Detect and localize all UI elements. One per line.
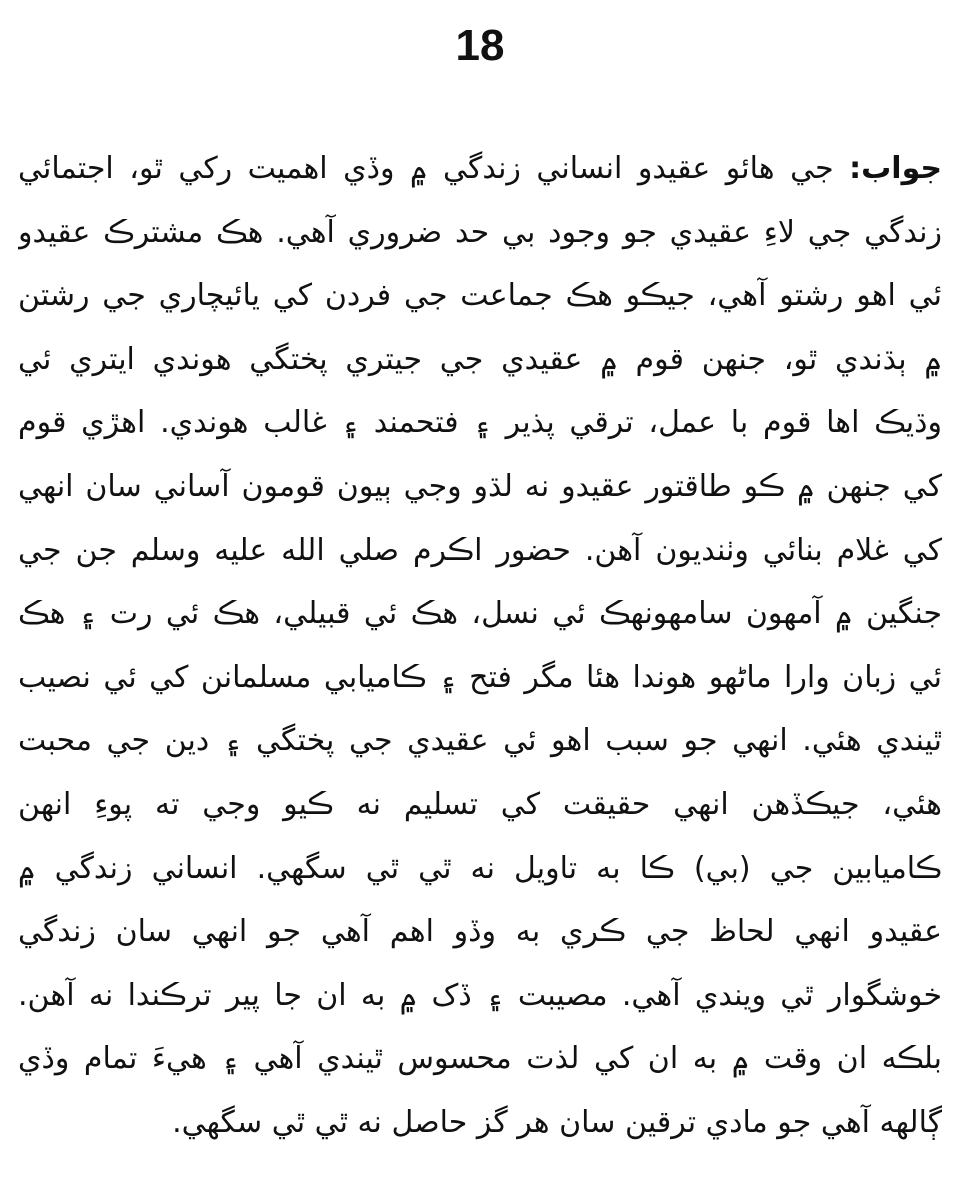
text-line: کي غلام بنائي وٺنديون آهن. حضور اڪرم صلي الله عليه وسلم جن جي [18, 532, 942, 568]
text-line [18, 137, 942, 201]
page-number: 18 [455, 21, 505, 70]
text-line: بلڪه ان وقت ۾ به ان کي لذت محسوس ٿيندي آهي ۽ هيءَ تمام وڏي [18, 1041, 942, 1077]
text-line: عقيدو انهي لحاظ جي ڪري به وڏو اهم آهي جو انهي سان زندگي [18, 914, 942, 950]
text-line: خوشگوار ٿي ويندي آهي. مصيبت ۽ ڏک ۾ به ان جا پير ترڪندا نه آهن. [18, 977, 942, 1013]
answer-paragraph [18, 137, 942, 1155]
text-line: ئي اهو رشتو آهي، جيڪو هڪ جماعت جي فردن کي يائيچاري جي رشتن [18, 278, 942, 314]
text-line-content: جي هائو عقيدو انساني زندگي ۾ وڏي اهميت رکي ٿو، اجتمائي [18, 151, 834, 186]
text-line: وڌيڪ اها قوم با عمل، ترقي پذير ۽ فتحمند ۽ غالب هوندي. اهڙي قوم [18, 405, 942, 441]
text-line: ڪاميابين جي (بي) ڪا به تاويل نه ٿي ٿي سگهي. انساني زندگي ۾ [18, 850, 942, 886]
answer-label: جواب: [849, 151, 942, 186]
text-line: کي جنهن ۾ ڪو طاقتور عقيدو نه لڌو وجي ٻيون قومون آساني سان انهي [18, 468, 942, 504]
text-line: ڳالهه آهي جو مادي ترقين سان هر گز حاصل نه ٿي ٿي سگهي. [172, 1104, 942, 1140]
text-line: هئي، جيڪڏهن انهي حقيقت کي تسليم نه ڪيو وجي ته پوءِ انهن [18, 786, 942, 822]
text-line: ۾ ٻڌندي ٿو، جنهن قوم ۾ عقيدي جي جيتري پختگي هوندي ايتري ئي [18, 341, 942, 377]
text-line: زندگي جي لاءِ عقيدي جو وجود بي حد ضروري آهي. هڪ مشترڪ عقيدو [18, 214, 942, 250]
text-line: ئي زبان وارا ماڻهو هوندا هئا مگر فتح ۽ ڪاميابي مسلمانن کي ئي نصيب [18, 659, 942, 695]
text-line: ٿيندي هئي. انهي جو سبب اهو ئي عقيدي جي پختگي ۽ دين جي محبت [18, 723, 942, 759]
text-line: جنگين ۾ آمهون سامهونهڪ ئي نسل، هڪ ئي قبيلي، هڪ ئي رت ۽ هڪ [18, 596, 942, 632]
